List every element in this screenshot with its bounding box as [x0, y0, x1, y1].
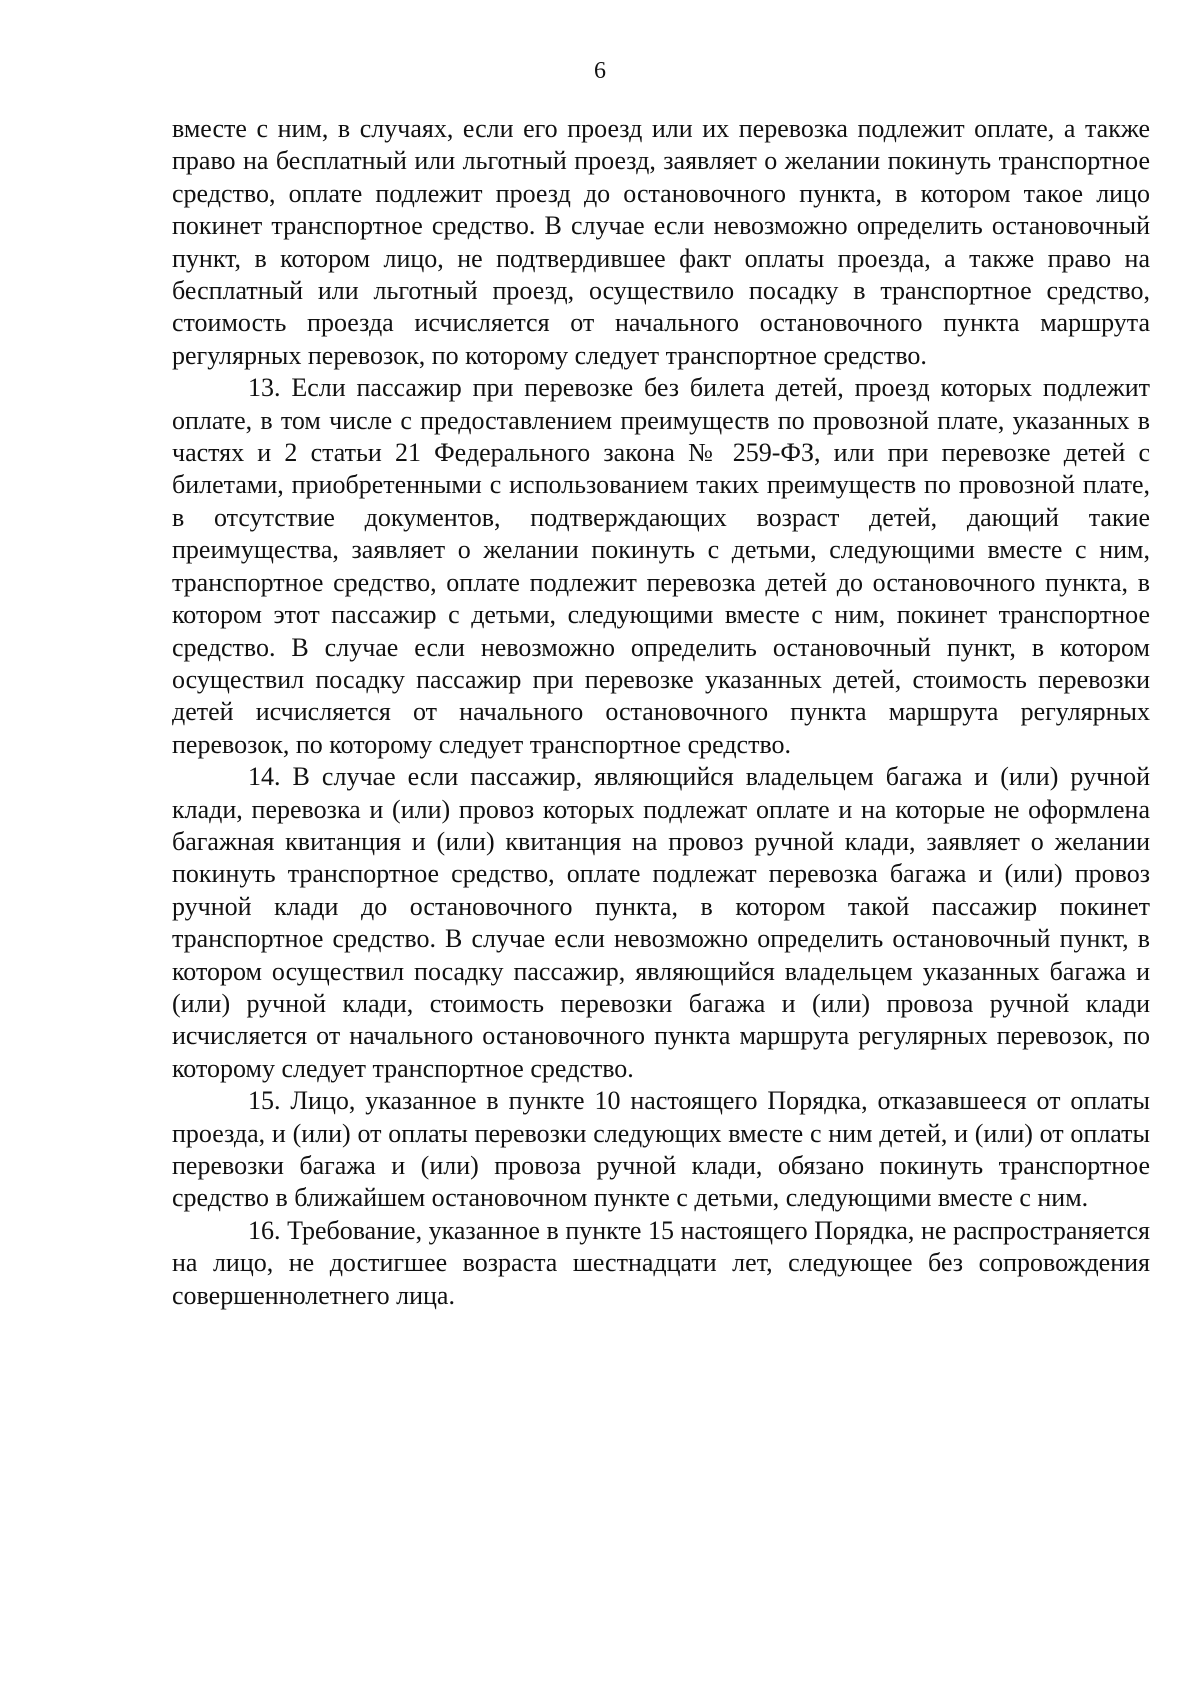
paragraph-15: 15. Лицо, указанное в пункте 10 настоящего Порядка, отказавшееся от оплаты проезда, и (или) от оплаты перевозки следующих вместе с ним детей, и (или) от оплаты перевозки багажа и (или) провоза ручной клади, обязано покинуть транспортное средство в ближайшем остановочном пункте с детьми, следующими вместе с ним.: [172, 1086, 1150, 1213]
paragraph-16: 16. Требование, указанное в пункте 15 настоящего Порядка, не распространяется на лицо, не достигшее возраста шестнадцати лет, следующее без сопровождения совершеннолетнего лица.: [172, 1215, 1150, 1310]
paragraph-13: 13. Если пассажир при перевозке без билета детей, проезд которых подлежит оплате, в том числе с предоставлением преимуществ по провозной плате, указанных в частях и 2 статьи 21 Федерального закона № 259-ФЗ, или при перевозке детей с билетами, приобретенными с использованием таких преимуществ по провозной плате, в отсутствие документов, подтверждающих возраст детей, дающий такие преимущества, заявляет о желании покинуть с детьми, следующими вместе с ним, транспортное средство, оплате подлежит перевозка детей до остановочного пункта, в котором этот пассажир с детьми, следующими вместе с ним, покинет транспортное средство. В случае если невозможно определить остановочный пункт, в котором осуществил посадку пассажир при перевозке указанных детей, стоимость перевозки детей исчисляется от начального остановочного пункта маршрута регулярных перевозок, по которому следует транспортное средство.: [172, 373, 1150, 759]
paragraph-14: 14. В случае если пассажир, являющийся владельцем багажа и (или) ручной клади, перевозка и (или) провоз которых подлежат оплате и на которые не оформлена багажная квитанция и (или) квитанция на провоз ручной клади, заявляет о желании покинуть транспортное средство, оплате подлежат перевозка багажа и (или) провоз ручной клади до остановочного пункта, в котором такой пассажир покинет транспортное средство. В случае если невозможно определить остановочный пункт, в котором осуществил посадку пассажир, являющийся владельцем указанных багажа и (или) ручной клади, стоимость перевозки багажа и (или) провоза ручной клади исчисляется от начального остановочного пункта маршрута регулярных перевозок, по которому следует транспортное средство.: [172, 762, 1150, 1083]
paragraph-continuation: вместе с ним, в случаях, если его проезд или их перевозка подлежит оплате, а также право на бесплатный или льготный проезд, заявляет о желании покинуть транспортное средство, оплате подлежит проезд до остановочного пункта, в котором такое лицо покинет транспортное средство. В случае если невозможно определить остановочный пункт, в котором лицо, не подтвердившее факт оплаты проезда, а также право на бесплатный или льготный проезд, осуществило посадку в транспортное средство, стоимость проезда исчисляется от начального остановочного пункта маршрута регулярных перевозок, по которому следует транспортное средство.: [172, 114, 1150, 370]
document-body: [172, 113, 1150, 1312]
page-number: 6: [594, 58, 606, 84]
